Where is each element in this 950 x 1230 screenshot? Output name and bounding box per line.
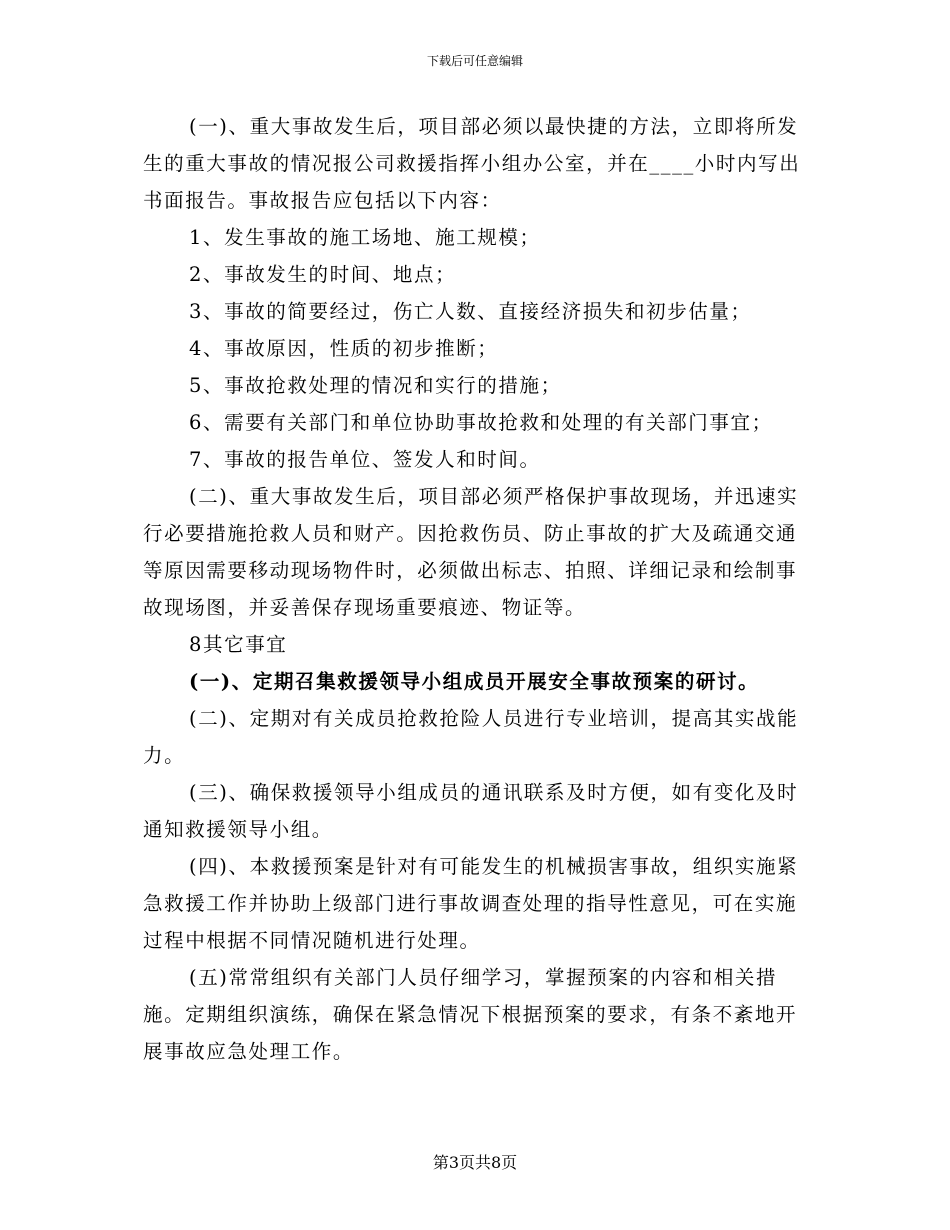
section-heading-other-matters: 8其它事宜 [189, 633, 288, 656]
list-item-3: 3、事故的简要经过，伤亡人数、直接经济损失和初步估量； [189, 300, 752, 323]
document-body [143, 108, 803, 1070]
paragraph-report-procedure: (一)、重大事故发生后，项目部必须以最快捷的方法，立即将所发生的重大事故的情况报公司救援指挥小组办公室，并在____小时内写出书面报告。事故报告应包括以下内容： [143, 115, 801, 212]
paragraph-communication: (三)、确保救援领导小组成员的通讯联系及时方便，如有变化及时通知救援领导小组。 [143, 781, 799, 841]
paragraph-regular-meetings: (一)、定期召集救援领导小组成员开展安全事故预案的研讨。 [189, 670, 760, 693]
paragraph-plan-scope: (四)、本救援预案是针对有可能发生的机械损害事故，组织实施紧急救援工作并协助上级部门进行事故调查处理的指导性意见，可在实施过程中根据不同情况随机进行处理。 [143, 855, 799, 952]
list-item-5: 5、事故抢救处理的情况和实行的措施； [189, 374, 562, 397]
list-item-4: 4、事故原因，性质的初步推断； [189, 337, 499, 360]
page-number-footer: 第3页共8页 [432, 1153, 518, 1172]
paragraph-protect-scene: (二)、重大事故发生后，项目部必须严格保护事故现场，并迅速实行必要措施抢救人员和财产。因抢救伤员、防止事故的扩大及疏通交通等原因需要移动现场物件时，必须做出标志、拍照、详细记录和绘制事故现场图，并妥善保存现场重要痕迹、物证等。 [143, 485, 799, 619]
list-item-1: 1、发生事故的施工场地、施工规模； [189, 226, 541, 249]
paragraph-training: (二)、定期对有关成员抢救抢险人员进行专业培训，提高其实战能力。 [143, 707, 799, 767]
list-item-6: 6、需要有关部门和单位协助事故抢救和处理的有关部门事宜； [189, 411, 773, 434]
list-item-7: 7、事故的报告单位、签发人和时间。 [189, 448, 541, 471]
paragraph-drills: (五)常常组织有关部门人员仔细学习，掌握预案的内容和相关措施。定期组织演练，确保在紧急情况下根据预案的要求，有条不紊地开展事故应急处理工作。 [143, 966, 798, 1063]
page-header: 下载后可任意编辑 [426, 54, 523, 68]
list-item-2: 2、事故发生的时间、地点； [189, 263, 457, 286]
